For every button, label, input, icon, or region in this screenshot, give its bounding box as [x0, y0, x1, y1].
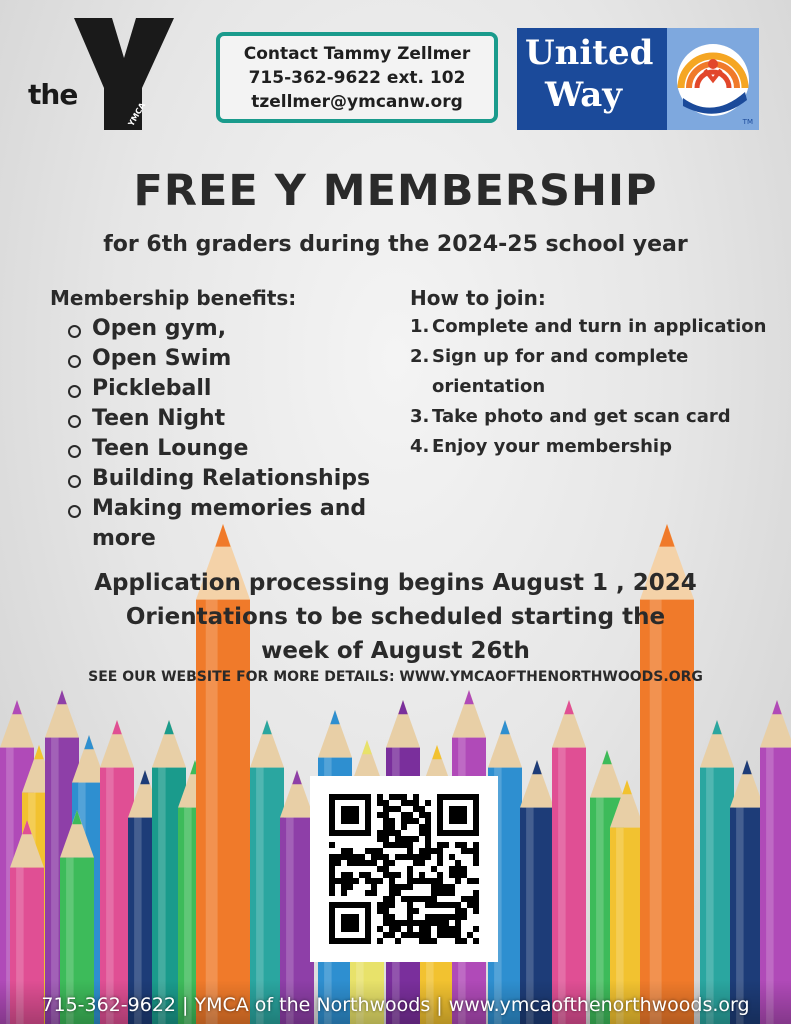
- website-details-line[interactable]: SEE OUR WEBSITE FOR MORE DETAILS: WWW.YMCAOFTHENORTHWOODS.ORG: [88, 669, 703, 685]
- how-to-join-heading: How to join:: [410, 286, 546, 310]
- benefits-heading: Membership benefits:: [50, 286, 297, 310]
- benefit-item: Pickleball: [68, 374, 400, 404]
- subtitle: for 6th graders during the 2024-25 school year: [103, 232, 688, 257]
- ymca-logo-small-text: YMCA: [126, 101, 148, 128]
- main-title: FREE Y MEMBERSHIP: [133, 166, 658, 216]
- join-step: [410, 432, 780, 462]
- benefit-item: Building Relationships: [68, 464, 400, 494]
- ymca-y-mark: [74, 18, 174, 130]
- pencil: [700, 720, 734, 1024]
- united-way-text-way: Way: [545, 75, 623, 115]
- join-step-text: Sign up for and complete orientation: [432, 346, 689, 397]
- united-way-tm: TM: [742, 118, 753, 126]
- qr-code-pattern: [328, 794, 480, 944]
- how-to-join-section: [410, 286, 780, 462]
- processing-line-1: Application processing begins August 1 , 2024: [94, 570, 697, 596]
- join-step-number: 3.: [410, 406, 430, 427]
- join-step: [410, 402, 780, 432]
- join-step-text: Complete and turn in application: [432, 316, 767, 337]
- pencil: [760, 700, 791, 1024]
- join-step-number: 4.: [410, 436, 430, 457]
- join-step-text: Take photo and get scan card: [432, 406, 731, 427]
- join-step-text: Enjoy your membership: [432, 436, 672, 457]
- join-step-number: 2.: [410, 346, 430, 367]
- how-to-join-steps: [410, 312, 780, 462]
- pencil: [552, 700, 586, 1024]
- join-step-number: 1.: [410, 316, 430, 337]
- benefit-item: Teen Night: [68, 404, 400, 434]
- united-way-logo: [517, 28, 759, 130]
- join-step: [410, 342, 780, 402]
- contact-box: [216, 32, 498, 123]
- benefit-item: Open Swim: [68, 344, 400, 374]
- benefits-section: [50, 286, 400, 554]
- ymca-logo-the: the: [28, 78, 78, 111]
- processing-line-2: Orientations to be scheduled starting the: [125, 604, 666, 630]
- benefit-item: Open gym,: [68, 314, 400, 344]
- benefit-item: Making memories and more: [68, 494, 400, 554]
- benefits-list: [68, 314, 400, 554]
- ymca-logo: [24, 18, 174, 133]
- processing-line-3: week of August 26th: [261, 638, 530, 664]
- contact-email: tzellmer@ymcanw.org: [251, 92, 463, 112]
- pencil: [250, 720, 284, 1024]
- contact-name: Contact Tammy Zellmer: [243, 44, 471, 64]
- benefit-item: Teen Lounge: [68, 434, 400, 464]
- united-way-emblem-icon: [667, 28, 759, 130]
- footer-contact: 715-362-9622 | YMCA of the Northwoods | www.ymcaofthenorthwoods.org: [41, 994, 750, 1016]
- united-way-text-united: United: [525, 33, 654, 73]
- join-step: [410, 312, 780, 342]
- contact-phone: 715-362-9622 ext. 102: [248, 68, 466, 88]
- qr-code[interactable]: [310, 776, 498, 962]
- processing-info: [0, 566, 791, 668]
